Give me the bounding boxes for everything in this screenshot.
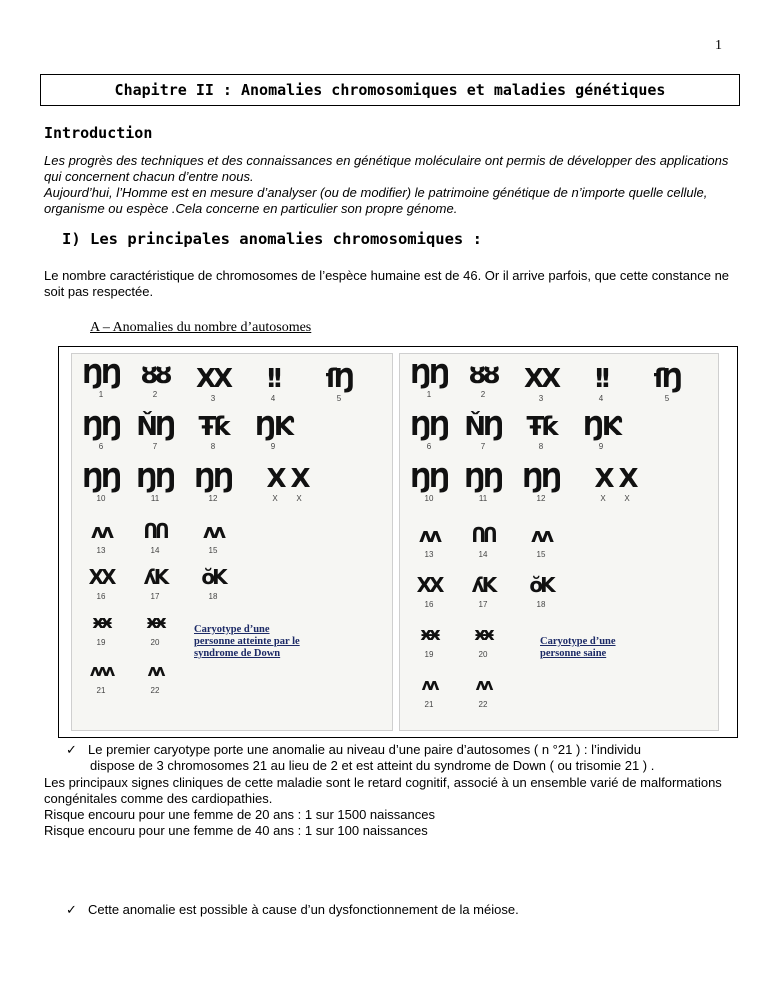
chromosome-label: 18 (536, 600, 546, 609)
karyotype-caption (194, 624, 300, 660)
chromosome-pair: ŊŊ 1 (410, 360, 448, 399)
chromosome-label: 20 (478, 650, 488, 659)
chromosome-x: X X (288, 466, 310, 503)
chromosome-label: 9 (270, 442, 276, 451)
chromosome-pair: ʌʌ 21 (410, 672, 448, 709)
chromosome-pair: ǃǃ 4 (582, 366, 620, 403)
bullet-text: Le premier caryotype porte une anomalie au niveau d’une paire d’autosomes ( n °21 ) : l’individu (88, 742, 641, 757)
chromosome-pair: XX 16 (82, 564, 120, 601)
karyotype-healthy-panel (399, 353, 719, 731)
clinical-paragraph (44, 775, 744, 839)
chromosome-pair: ӿӿ 20 (136, 610, 174, 647)
chromosome-pair: ŊŊ 10 (410, 464, 448, 503)
intro-paragraph (44, 153, 734, 217)
chromosome-label: 5 (336, 394, 342, 403)
chromosome-label: 14 (150, 546, 160, 555)
caption-line: Caryotype d’une (194, 624, 270, 635)
chromosome-label: 13 (96, 546, 106, 555)
chromosome-label: X (272, 494, 278, 503)
chromosome-label: 6 (426, 442, 432, 451)
checkmark-icon: ✓ (66, 902, 77, 917)
chromosome-pair: ŊŊ 11 (136, 464, 174, 503)
chromosome-label: 20 (150, 638, 160, 647)
chromosome-pair: XX 3 (195, 364, 231, 403)
chromosome-pair: ŊƘ 9 (255, 412, 291, 451)
chromosome-label: 13 (424, 550, 434, 559)
chromosome-x: X X (592, 466, 614, 503)
chromosome-label: 22 (478, 700, 488, 709)
section-paragraph: Le nombre caractéristique de chromosomes de l’espèce humaine est de 46. Or il arrive parfois, que cette constance ne soit pas respectée. (44, 268, 730, 299)
chromosome-x: X X (616, 466, 638, 503)
chromosome-pair: ʌʌ 22 (136, 658, 174, 695)
chromosome-label: 12 (536, 494, 546, 503)
chromosome-pair: ŏK 18 (194, 564, 232, 601)
chromosome-label: 12 (208, 494, 218, 503)
chromosome-pair: Ŧƙ 8 (194, 414, 232, 451)
chromosome-label: 1 (98, 390, 104, 399)
chromosome-label: 19 (424, 650, 434, 659)
chromosome-label: 17 (150, 592, 160, 601)
chromosome-label: 3 (538, 394, 544, 403)
chromosome-label: 16 (424, 600, 434, 609)
chromosome-label: 21 (424, 700, 434, 709)
chromosome-pair: ȣȣ 2 (136, 362, 174, 399)
chromosome-pair: ʎK 17 (136, 564, 174, 601)
chapter-title-box (40, 74, 740, 106)
chromosome-pair: ŊŊ 6 (82, 412, 120, 451)
chromosome-label: 4 (270, 394, 276, 403)
chromosome-label: 21 (96, 686, 106, 695)
karyotype-figure (58, 346, 738, 738)
chromosome-label: 10 (96, 494, 106, 503)
chromosome-x: X X (264, 466, 286, 503)
chromosome-label: 9 (598, 442, 604, 451)
bullet-item (66, 902, 746, 918)
text-line: Risque encouru pour une femme de 20 ans : 1 sur 1500 naissances (44, 807, 435, 822)
chromosome-pair: ӿӿ 20 (464, 622, 502, 659)
intro-heading: Introduction (44, 124, 153, 142)
chromosome-label: 11 (150, 494, 160, 503)
section-heading: I) Les principales anomalies chromosomiques : (62, 230, 482, 248)
chromosome-pair: ʌʌ 15 (194, 518, 232, 555)
caption-line: personne saine (540, 648, 607, 659)
page-number: 1 (715, 38, 722, 53)
chromosome-label: X (296, 494, 302, 503)
chromosome-label: 14 (478, 550, 488, 559)
chromosome-pair: ʌʌ 22 (464, 672, 502, 709)
chromosome-pair: ŊŊ 10 (82, 464, 120, 503)
chromosome-pair: ŊŊ 12 (522, 464, 560, 503)
chromosome-pair: Ŧƙ 8 (522, 414, 560, 451)
chromosome-label: 15 (208, 546, 218, 555)
bullet-text: dispose de 3 chromosomes 21 au lieu de 2 et est atteint du syndrome de Down ( ou trisomie 21 ) . (90, 758, 655, 773)
chromosome-label: 7 (152, 442, 158, 451)
chromosome-pair: XX 16 (410, 572, 448, 609)
chromosome-label: 16 (96, 592, 106, 601)
checkmark-icon: ✓ (66, 742, 77, 757)
chromosome-pair: ӿӿ 19 (82, 610, 120, 647)
chromosome-label: 22 (150, 686, 160, 695)
chromosome-pair: ŏK 18 (522, 572, 560, 609)
chromosome-label: 5 (664, 394, 670, 403)
chromosome-label: X (624, 494, 630, 503)
chromosome-label: 19 (96, 638, 106, 647)
chromosome-pair: ʎK 17 (464, 572, 502, 609)
chromosome-label: 3 (210, 394, 216, 403)
chromosome-label: 8 (538, 442, 544, 451)
karyotype-down-panel (71, 353, 393, 731)
chromosome-pair: ǃǃ 4 (254, 366, 292, 403)
chromosome-label: 2 (152, 390, 158, 399)
chromosome-pair: ӿӿ 19 (410, 622, 448, 659)
karyotype-caption (540, 636, 616, 660)
chromosome-pair: XX 3 (523, 364, 559, 403)
chromosome-pair: ŊŊ 12 (194, 464, 232, 503)
chromosome-label: 8 (210, 442, 216, 451)
chromosome-pair: ʌʌ 15 (522, 522, 560, 559)
chromosome-pair: ȣȣ 2 (464, 362, 502, 399)
chromosome-pair: ŊƘ 9 (583, 412, 619, 451)
intro-line: Les progrès des techniques et des connaissances en génétique moléculaire ont permis de développer des applications qui concernent chacun d’entre nous. (44, 153, 729, 184)
bullet-text: Cette anomalie est possible à cause d’un dysfonctionnement de la méiose. (88, 902, 519, 917)
chromosome-label: 11 (478, 494, 488, 503)
intro-line: Aujourd’hui, l’Homme est en mesure d’analyser (ou de modifier) le patrimoine génétique de n’importe quelle cellule, organisme ou espèce .Cela concerne en particulier son propre génome. (44, 185, 708, 216)
caption-line: syndrome de Down (194, 648, 281, 659)
chromosome-label: 17 (478, 600, 488, 609)
chromosome-label: 2 (480, 390, 486, 399)
subsection-heading: A – Anomalies du nombre d’autosomes (90, 320, 312, 335)
caption-line: personne atteinte par le (194, 636, 300, 647)
chromosome-pair: ŊŊ 1 (82, 360, 120, 399)
chromosome-label: X (600, 494, 606, 503)
chromosome-label: 7 (480, 442, 486, 451)
chromosome-label: 6 (98, 442, 104, 451)
text-line: Risque encouru pour une femme de 40 ans : 1 sur 100 naissances (44, 823, 428, 838)
chromosome-label: 1 (426, 390, 432, 399)
chromosome-pair: ՈՈ 14 (136, 518, 174, 555)
caption-line: Caryotype d’une (540, 636, 616, 647)
chromosome-pair: ŊŊ 6 (410, 412, 448, 451)
chromosome-pair: ſŊ 5 (320, 366, 358, 403)
chromosome-pair: ſŊ 5 (648, 366, 686, 403)
text-line: Les principaux signes cliniques de cette maladie sont le retard cognitif, associé à un ensemble varié de malformations congénitales comme des cardiopathies. (44, 775, 722, 806)
chromosome-pair: ՈՈ 14 (464, 522, 502, 559)
bullet-item (66, 742, 746, 774)
chromosome-pair: ŇŊ 7 (464, 412, 502, 451)
chromosome-pair: ŊŊ 11 (464, 464, 502, 503)
chromosome-label: 4 (598, 394, 604, 403)
chromosome-pair: ʌʌ 13 (410, 522, 448, 559)
chromosome-label: 15 (536, 550, 546, 559)
chromosome-label: 10 (424, 494, 434, 503)
chromosome-pair: ŇŊ 7 (136, 412, 174, 451)
chromosome-trio-21: ʌʌʌ 21 (78, 658, 124, 695)
chromosome-pair: ʌʌ 13 (82, 518, 120, 555)
chapter-title: Chapitre II : Anomalies chromosomiques et maladies génétiques (114, 81, 666, 99)
chromosome-label: 18 (208, 592, 218, 601)
